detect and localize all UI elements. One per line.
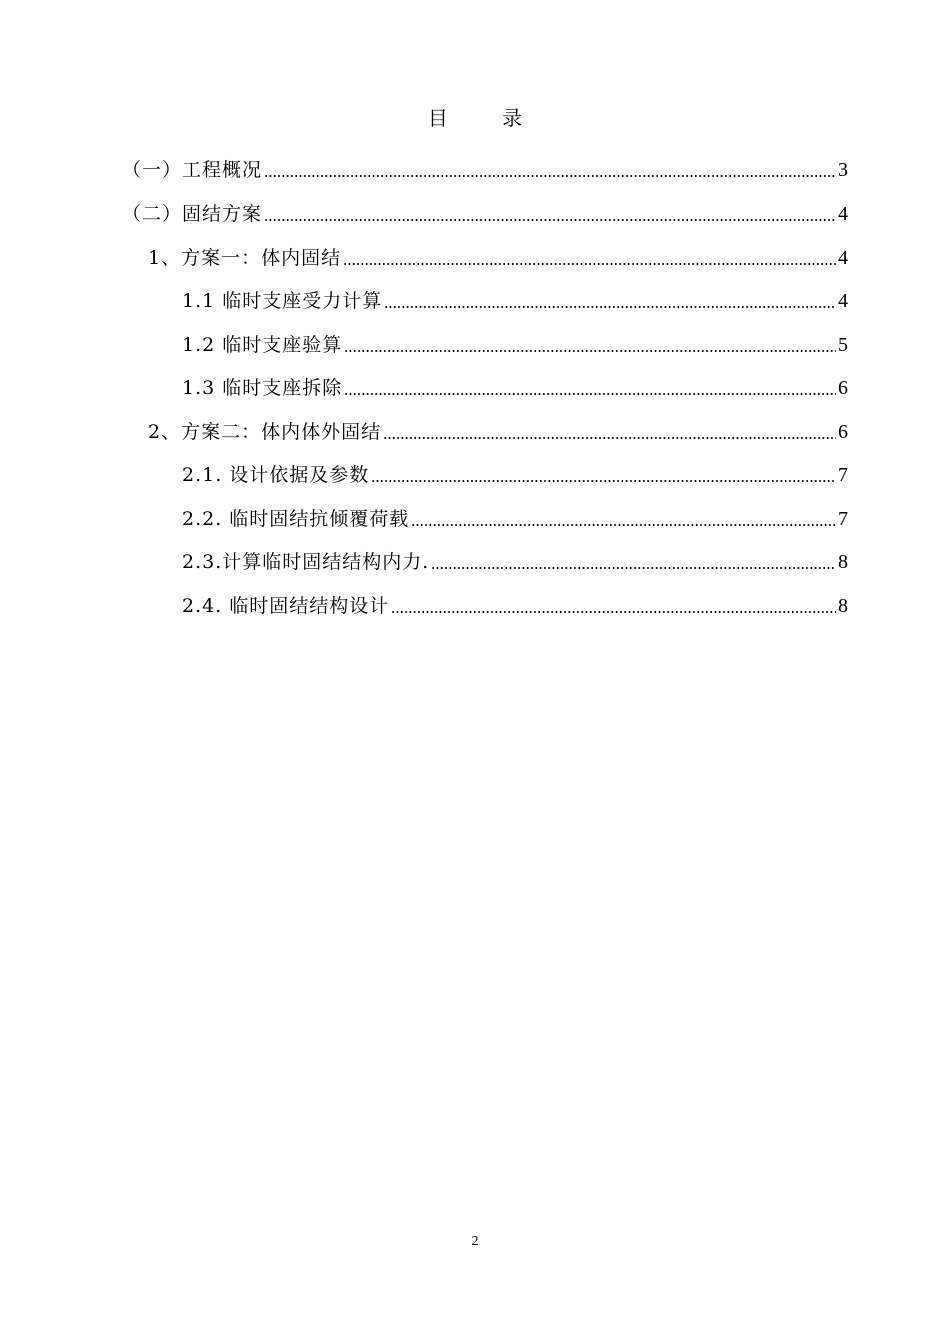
toc-entry-page: 6 — [838, 421, 848, 443]
toc-entry-1[interactable] — [122, 156, 848, 184]
toc-dot-leader — [344, 333, 836, 353]
toc-dot-leader — [431, 550, 836, 570]
toc-entry-page: 3 — [838, 159, 848, 181]
toc-entry-text: 2.1. 设计依据及参数 — [182, 464, 370, 486]
toc-entry-page: 8 — [838, 551, 848, 573]
toc-dot-leader — [371, 463, 836, 483]
toc-entry-text: 1、方案一：体内固结 — [148, 247, 342, 269]
toc-entry-4[interactable] — [182, 287, 848, 315]
toc-entry-page: 5 — [838, 334, 848, 356]
toc-dot-leader — [411, 507, 836, 527]
toc-entry-page: 6 — [838, 377, 848, 399]
toc-dot-leader — [391, 594, 836, 614]
toc-entry-9[interactable] — [182, 505, 848, 533]
toc-entry-5[interactable] — [182, 331, 848, 359]
toc-entry-page: 7 — [838, 464, 848, 486]
toc-entry-page: 8 — [838, 595, 848, 617]
toc-entry-text: 2.4. 临时固结结构设计 — [182, 595, 390, 617]
page-number: 2 — [471, 1234, 479, 1249]
toc-entry-text: 1.1 临时支座受力计算 — [182, 290, 383, 312]
toc-entry-2[interactable] — [122, 200, 848, 228]
toc-entry-page: 4 — [838, 203, 848, 225]
toc-entry-text: （一）工程概况 — [122, 159, 263, 181]
toc-dot-leader — [264, 158, 836, 178]
toc-entry-page: 7 — [838, 508, 848, 530]
toc-dot-leader — [383, 420, 836, 440]
toc-entry-text: 2.2. 临时固结抗倾覆荷载 — [182, 508, 410, 530]
toc-dot-leader — [344, 376, 836, 396]
toc-entry-text: （二）固结方案 — [122, 203, 263, 225]
toc-entry-10[interactable] — [182, 548, 848, 576]
toc-entry-8[interactable] — [182, 461, 848, 489]
toc-entry-3[interactable] — [148, 244, 848, 272]
toc-title: 目 录 — [427, 106, 547, 130]
toc-entry-page: 4 — [838, 247, 848, 269]
toc-entry-11[interactable] — [182, 592, 848, 620]
toc-entry-text: 1.2 临时支座验算 — [182, 334, 343, 356]
toc-entry-text: 1.3 临时支座拆除 — [182, 377, 343, 399]
toc-dot-leader — [264, 202, 836, 222]
toc-entry-text: 2.3.计算临时固结结构内力. — [182, 551, 430, 573]
toc-dot-leader — [384, 289, 836, 309]
toc-entry-page: 4 — [838, 290, 848, 312]
toc-dot-leader — [343, 246, 836, 266]
toc-entry-6[interactable] — [182, 374, 848, 402]
toc-entry-text: 2、方案二：体内体外固结 — [148, 421, 382, 443]
toc-entry-7[interactable] — [148, 418, 848, 446]
